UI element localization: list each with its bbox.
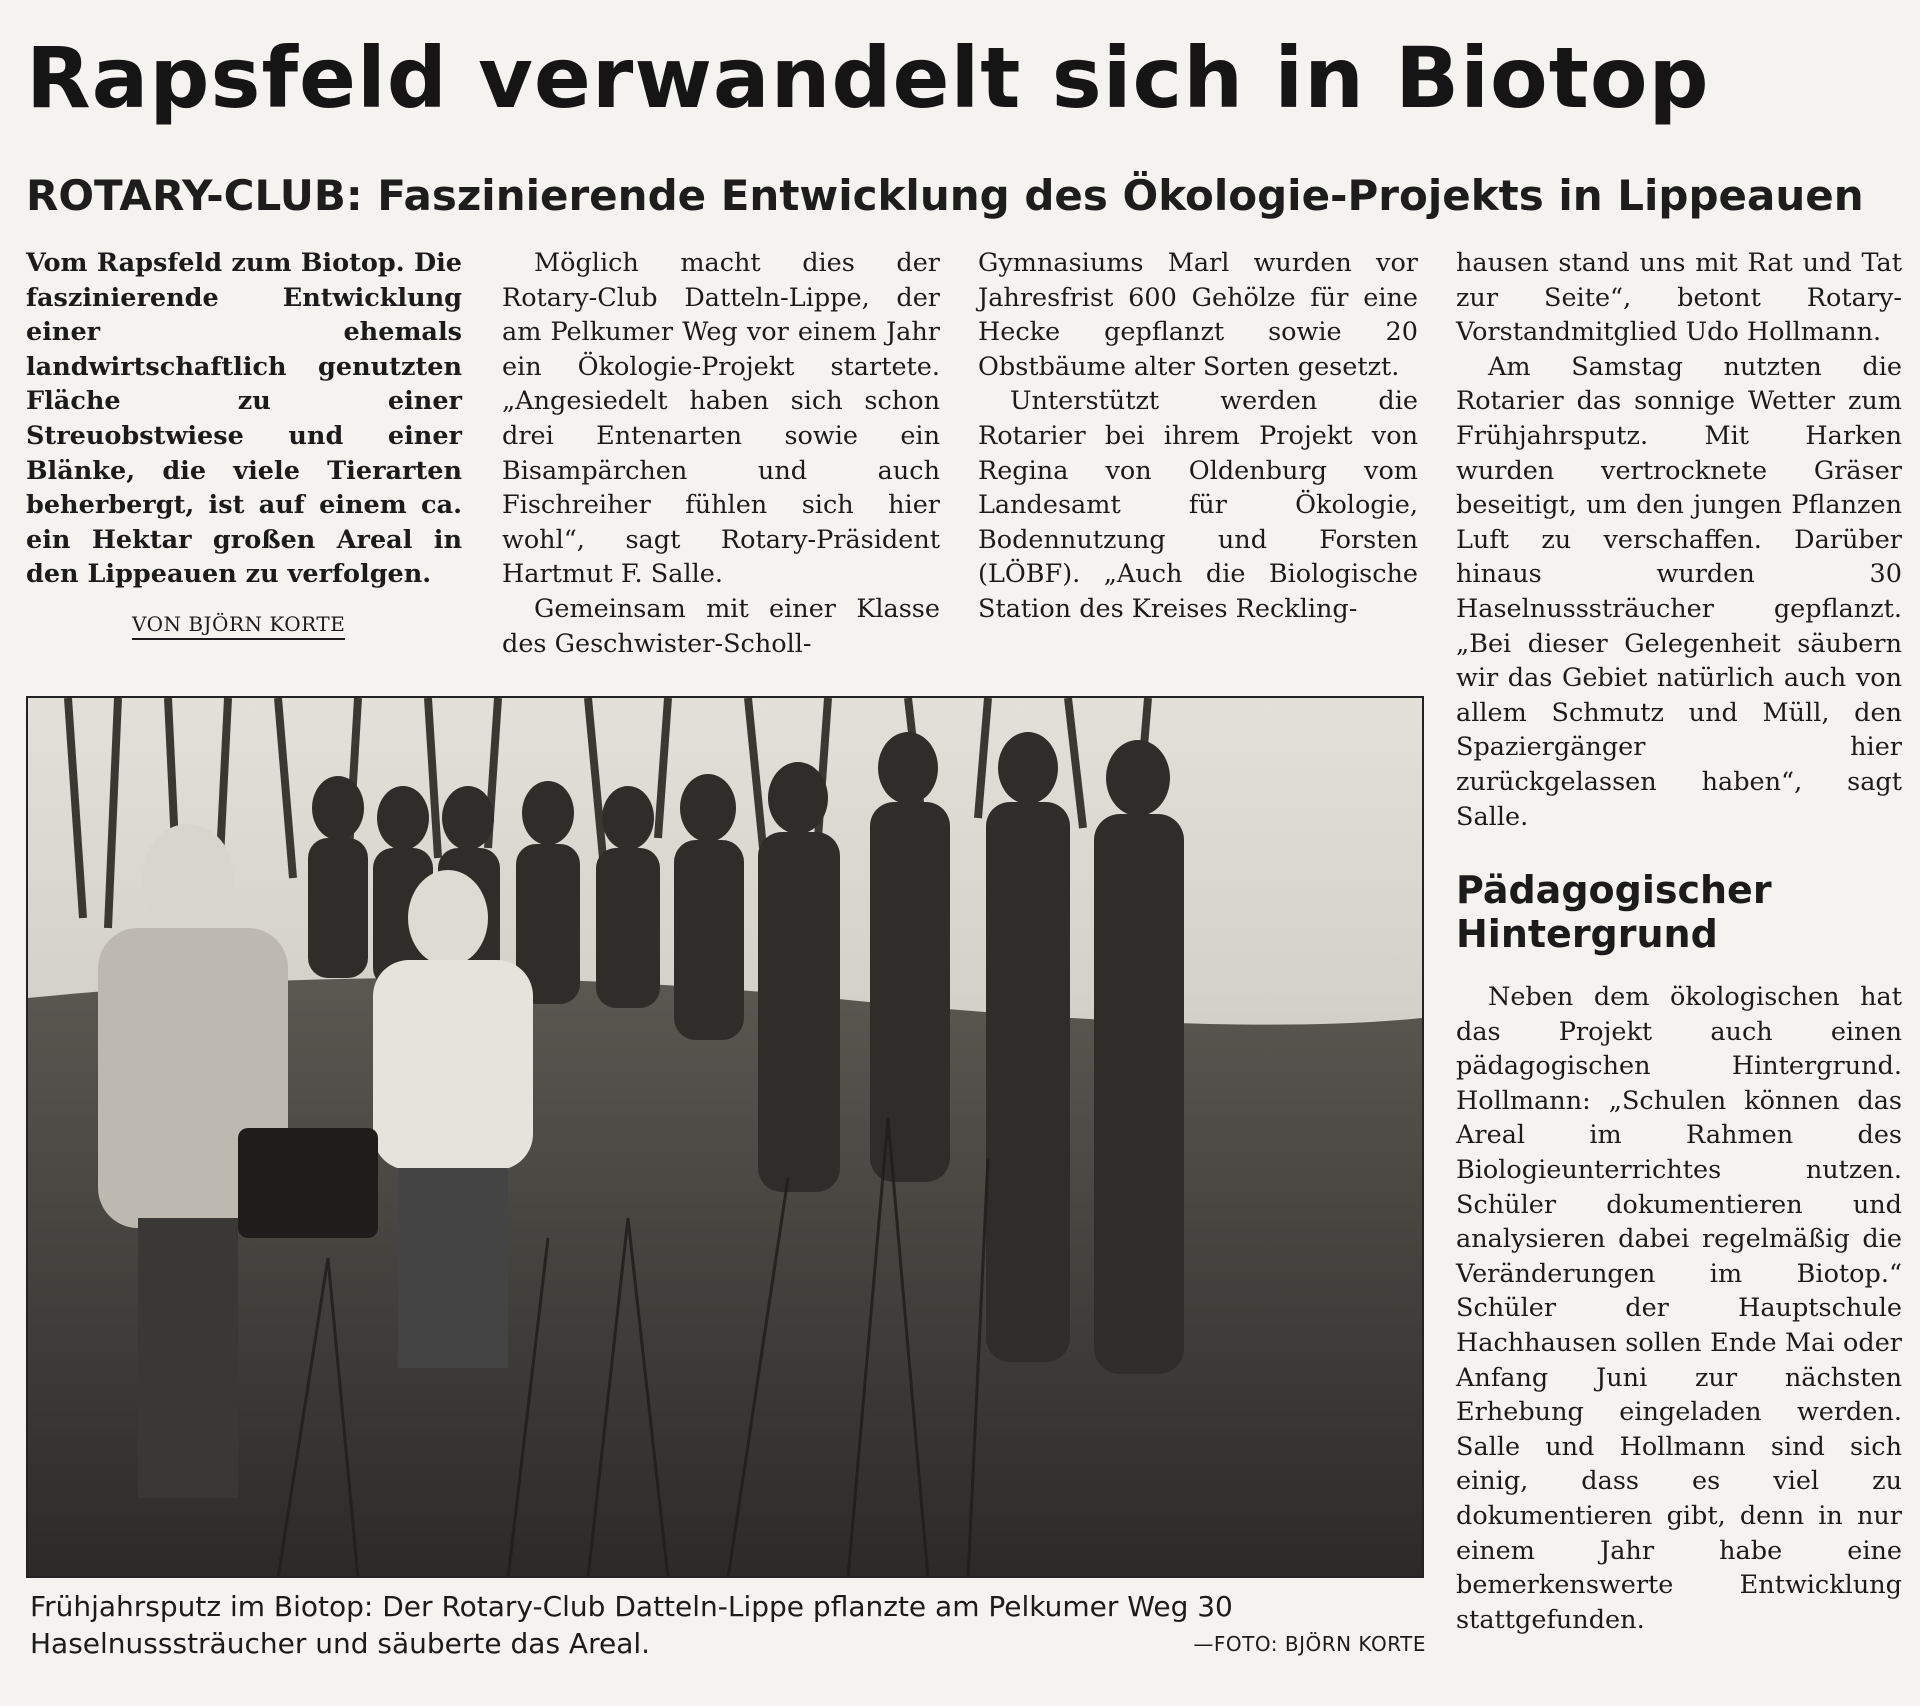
subsection-title: Pädagogischer Hintergrund [1456, 868, 1772, 957]
lead-paragraph: Vom Rapsfeld zum Biotop. Die faszinierende Entwicklung einer ehemals landwirtschaftlich genutzten Fläche zu einer Streuobstwiese und einer Blänke, die viele Tierarten beherbergt, ist auf einem ca. ein Hektar großen Areal in den Lippeauen zu verfolgen. [26, 248, 462, 590]
photo-caption: Frühjahrsputz im Biotop: Der Rotary-Club Datteln-Lippe pflanzte am Pelkumer Weg 30 Haselnusssträucher und säuberte das Areal. [30, 1590, 1233, 1660]
paragraph: hausen stand uns mit Rat und Tat zur Seite“, betont Rotary-Vorstandmitglied Udo Hollmann. [1456, 248, 1902, 348]
article-photo [26, 696, 1424, 1578]
paragraph: Möglich macht dies der Rotary-Club Datteln-Lippe, der am Pelkumer Weg vor einem Jahr ein Ökologie-Projekt startete. „Angesiedelt haben sich schon drei Entenarten sowie ein Bisampärchen und auch Fischreiher fühlen sich hier wohl“, sagt Rotary-Präsident Hartmut F. Salle. [502, 248, 940, 590]
subheadline: ROTARY-CLUB: Faszinierende Entwicklung des Ökologie-Projekts in Lippeauen [26, 171, 1864, 220]
photo-illustration [28, 698, 1422, 1576]
column-4 [1456, 246, 1902, 1637]
column-1 [26, 246, 462, 592]
paragraph: Gemeinsam mit einer Klasse des Geschwister-Scholl- [502, 593, 940, 659]
paragraph: Neben dem ökologischen hat das Projekt auch einen pädagogischen Hintergrund. Hollmann: „Schulen können das Areal im Rahmen des Biologieunterrichtes nutzen. Schüler dokumentieren und analysieren dabei regelmäßig die Veränderungen im Biotop.“ Schüler der Hauptschule Hachhausen sollen Ende Mai oder Anfang Juni zur nächsten Erhebung eingeladen werden. Salle und Hollmann sind sich einig, dass es viel zu dokumentieren gibt, denn in nur einem Jahr habe eine bemerkenswerte Entwicklung stattgefunden. [1456, 982, 1902, 1635]
paragraph: Gymnasiums Marl wurden vor Jahresfrist 600 Gehölze für eine Hecke gepflanzt sowie 20 Obstbäume alter Sorten gesetzt. [978, 248, 1418, 382]
photo-credit: —FOTO: BJÖRN KORTE [1193, 1632, 1426, 1656]
byline: VON BJÖRN KORTE [132, 612, 345, 640]
column-3 [978, 246, 1418, 627]
column-2 [502, 246, 940, 661]
paragraph: Am Samstag nutzten die Rotarier das sonnige Wetter zum Frühjahrsputz. Mit Harken wurden vertrocknete Gräser beseitigt, um den jungen Pflanzen Luft zu verschaffen. Darüber hinaus wurden 30 Haselnusssträucher gepflanzt. „Bei dieser Gelegenheit säubern wir das Gebiet natürlich auch von allem Schmutz und Müll, den Spaziergänger hier zurückgelassen haben“, sagt Salle. [1456, 351, 1902, 832]
paragraph: Unterstützt werden die Rotarier bei ihrem Projekt von Regina von Oldenburg vom Landesamt für Ökologie, Bodennutzung und Forsten (LÖBF). „Auch die Biologische Station des Kreises Reckling- [978, 386, 1418, 624]
headline: Rapsfeld verwandelt sich in Biotop [26, 29, 1710, 127]
